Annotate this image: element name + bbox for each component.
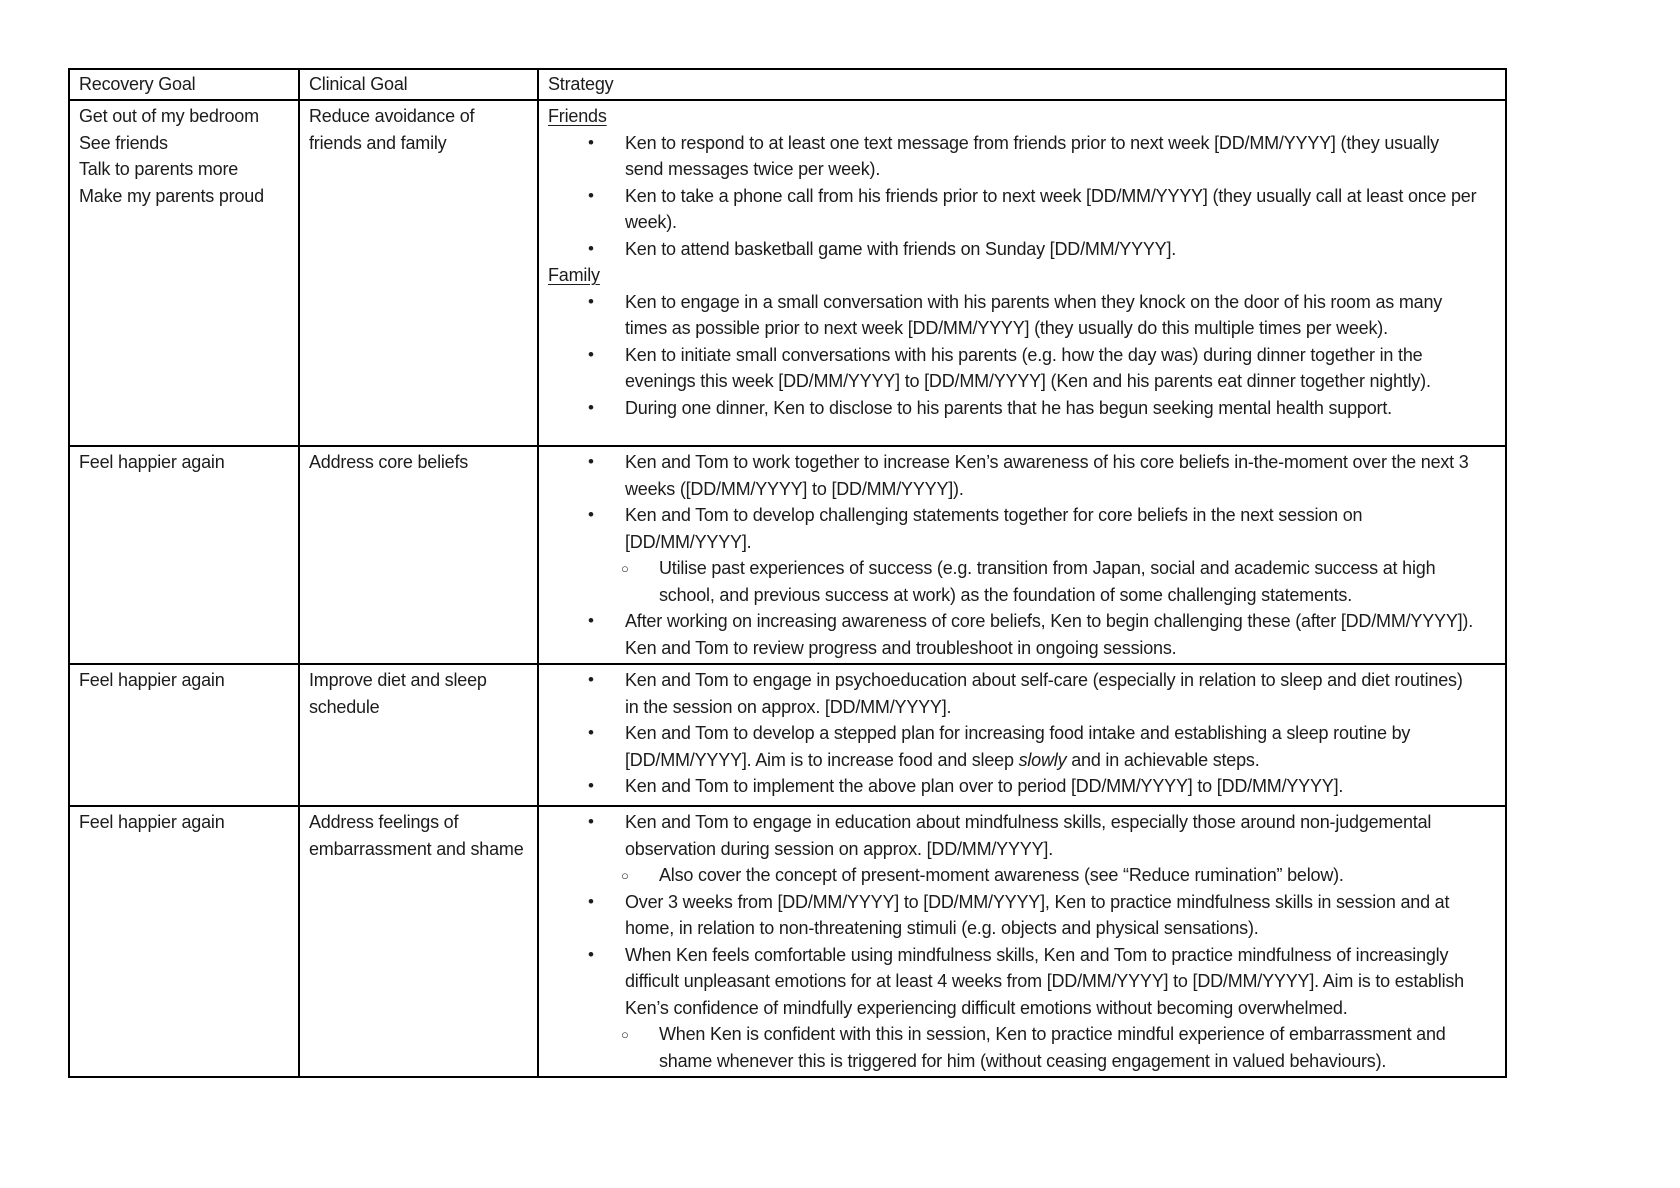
clinical-goal-cell: [299, 446, 538, 664]
strategy-cell: [538, 806, 1506, 1077]
strategy-item-text: Ken to attend basketball game with friends on Sunday [DD/MM/YYYY].: [625, 238, 1177, 259]
bullet-marker: •: [588, 944, 594, 964]
table-row: [69, 100, 1506, 446]
recovery-goal-text: Make my parents proud: [79, 185, 264, 206]
recovery-goal-text: Feel happier again: [79, 812, 225, 832]
strategy-bullet-item: [539, 720, 1491, 773]
bullet-marker: •: [588, 397, 594, 417]
clinical-goal-text: Improve diet and sleep schedule: [309, 670, 487, 717]
bullet-marker: •: [588, 238, 594, 258]
strategy-item-text: When Ken is confident with this in session, Ken to practice mindful experience of embarrassment and shame whenever this is triggered for him (without ceasing engagement in valued behaviours).: [659, 1024, 1446, 1071]
strategy-sub-bullet-item: [539, 555, 1491, 608]
strategy-item-text: Ken to respond to at least one text message from friends prior to next week [DD/MM/YYYY] (they usually send messages twice per week).: [625, 132, 1439, 179]
table-row: [69, 664, 1506, 806]
bullet-marker: •: [588, 344, 594, 364]
strategy-bullet-item: [539, 608, 1491, 661]
strategy-item-text: Ken to initiate small conversations with his parents (e.g. how the day was) during dinner together in the evenings this week [DD/MM/YYYY] to [DD/MM/YYYY] (Ken and his parents eat dinner together nightly).: [625, 344, 1431, 391]
strategy-bullet-item: [539, 236, 1491, 263]
strategy-sub-bullet-item: [539, 862, 1491, 889]
italic-text: slowly: [1018, 749, 1067, 770]
strategy-bullet-item: [539, 289, 1491, 342]
strategy-cell: [538, 100, 1506, 446]
bullet-marker: •: [588, 670, 594, 689]
clinical-goal-text: Address feelings of embarrassment and shame: [309, 812, 524, 859]
bullet-marker: •: [588, 891, 594, 911]
strategy-bullet-item: [539, 889, 1491, 942]
strategy-item-text: Also cover the concept of present-moment awareness (see “Reduce rumination” below).: [659, 865, 1344, 885]
circle-bullet-marker: ○: [621, 1027, 629, 1042]
bullet-marker: •: [588, 185, 594, 205]
recovery-goal-cell: [69, 806, 299, 1077]
strategy-bullet-item: [539, 449, 1491, 502]
circle-bullet-marker: ○: [621, 561, 629, 576]
bullet-marker: •: [588, 812, 594, 831]
strategy-item-text: During one dinner, Ken to disclose to his parents that he has begun seeking mental health support.: [625, 397, 1392, 418]
strategy-item-text: Over 3 weeks from [DD/MM/YYYY] to [DD/MM/YYYY], Ken to practice mindfulness skills in session and at home, in relation to non-threatening stimuli (e.g. objects and physical sensations).: [625, 891, 1450, 938]
table-row: [69, 806, 1506, 1077]
treatment-plan-table: [68, 68, 1507, 1078]
strategy-item-text: Ken to take a phone call from his friends prior to next week [DD/MM/YYYY] (they usually call at least once per week).: [625, 185, 1477, 232]
recovery-goal-text: Get out of my bedroom: [79, 106, 259, 126]
strategy-item-text: Utilise past experiences of success (e.g. transition from Japan, social and academic success at high school, and previous success at work) as the foundation of some challenging statements.: [659, 558, 1436, 605]
strategy-cell: [538, 664, 1506, 806]
strategy-bullet-item: [539, 395, 1491, 422]
clinical-goal-cell: [299, 806, 538, 1077]
recovery-goal-cell: [69, 446, 299, 664]
bullet-marker: •: [588, 723, 594, 742]
strategy-bullet-item: [539, 342, 1491, 395]
strategy-bullet-item: [539, 809, 1491, 862]
strategy-item-text: Ken and Tom to engage in psychoeducation about self-care (especially in relation to sleep and diet routines) in the session on approx. [DD/MM/YYYY].: [625, 670, 1463, 717]
strategy-item-text: Ken to engage in a small conversation with his parents when they knock on the door of his room as many times as possible prior to next week [DD/MM/YYYY] (they usually do this multiple times per week).: [625, 291, 1443, 338]
strategy-cell: [538, 446, 1506, 664]
bullet-marker: •: [588, 452, 594, 471]
recovery-goal-text: Feel happier again: [79, 452, 225, 472]
column-header-recovery-goal: Recovery Goal: [69, 69, 299, 100]
recovery-goal-text: Feel happier again: [79, 670, 225, 690]
strategy-bullet-item: [539, 942, 1491, 1022]
column-header-clinical-goal: Clinical Goal: [299, 69, 538, 100]
strategy-bullet-item: [539, 667, 1491, 720]
table-header-row: [69, 69, 1506, 100]
strategy-item-text: After working on increasing awareness of core beliefs, Ken to begin challenging these (after [DD/MM/YYYY]). Ken and Tom to review progress and troubleshoot in ongoing sessions.: [625, 611, 1474, 658]
clinical-goal-text: Reduce avoidance of friends and family: [309, 106, 475, 153]
strategy-item-text: Ken and Tom to develop challenging statements together for core beliefs in the next session on [DD/MM/YYYY].: [625, 505, 1363, 552]
strategy-bullet-item: [539, 773, 1491, 800]
table-row: [69, 446, 1506, 664]
table-body: [69, 100, 1506, 1077]
recovery-goal-text: See friends: [79, 132, 168, 153]
strategy-item-text: Ken and Tom to develop a stepped plan for increasing food intake and establishing a sleep routine by [DD/MM/YYYY]. Aim is to increase food and sleep slowly and in achievable steps.: [625, 723, 1411, 770]
recovery-goal-cell: [69, 664, 299, 806]
strategy-sub-bullet-item: [539, 1021, 1491, 1074]
strategy-group-heading: Family: [548, 265, 600, 285]
strategy-group-heading: Friends: [548, 106, 607, 126]
strategy-item-text: Ken and Tom to work together to increase Ken’s awareness of his core beliefs in-the-moment over the next 3 weeks ([DD/MM/YYYY] to [DD/MM/YYYY]).: [625, 452, 1469, 499]
clinical-goal-cell: [299, 664, 538, 806]
bullet-marker: •: [588, 611, 594, 630]
bullet-marker: •: [588, 132, 594, 152]
strategy-bullet-item: [539, 130, 1491, 183]
strategy-item-text: Ken and Tom to implement the above plan over to period [DD/MM/YYYY] to [DD/MM/YYYY].: [625, 776, 1344, 796]
bullet-marker: •: [588, 291, 594, 311]
clinical-goal-text: Address core beliefs: [309, 452, 469, 472]
clinical-goal-cell: [299, 100, 538, 446]
column-header-strategy: Strategy: [538, 69, 1506, 100]
bullet-marker: •: [588, 776, 594, 795]
circle-bullet-marker: ○: [621, 868, 629, 883]
strategy-bullet-item: [539, 502, 1491, 555]
recovery-goal-cell: [69, 100, 299, 446]
recovery-goal-text: Talk to parents more: [79, 159, 239, 179]
strategy-bullet-item: [539, 183, 1491, 236]
strategy-item-text: Ken and Tom to engage in education about mindfulness skills, especially those around non-judgemental observation during session on approx. [DD/MM/YYYY].: [625, 812, 1432, 859]
strategy-item-text: When Ken feels comfortable using mindfulness skills, Ken and Tom to practice mindfulness of increasingly difficult unpleasant emotions for at least 4 weeks from [DD/MM/YYYY] to [DD/MM/YYYY]. Aim is to establish Ken’s confidence of mindfully experiencing difficult emotions without becoming overwhelmed.: [625, 944, 1464, 1018]
bullet-marker: •: [588, 505, 594, 524]
